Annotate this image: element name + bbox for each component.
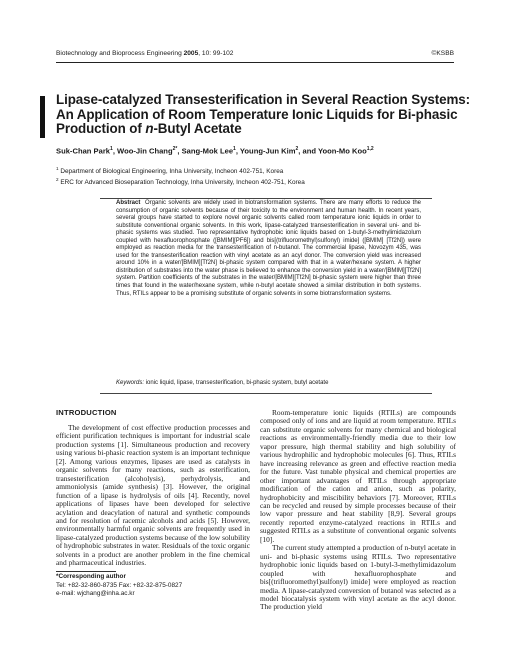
abstract-top-rule xyxy=(100,198,432,199)
corresponding-author-label: *Corresponding author xyxy=(56,573,126,580)
paragraph: The development of cost effective production processes and efficient purification techniques is important for industrial scale production systems [1]. Simultaneous production and recovery using various bi-phasic reaction system is an important technique [2]. Among various enzymes, lipases are used as catalysts in organic solvents for many reactions, such as esterification, transesterification (alcoholysis), perhydrolysis, and ammoniolysis (amide synthesis) [3]. However, the original function of a lipase is hydrolysis of oils [4]. Recently, novel applications of lipases have been developed for selective acylation and deacylation of natural and synthetic compounds and for resolution of racemic alcohols and acids [5]. However, environmentally harmful organic solvents are frequently used in lipase-catalyzed production systems because of the low solubility of hydrophobic substrates in water. Residuals of the toxic organic solvents in a product are another problem in the fine chemical and pharmaceutical industries. xyxy=(56,423,250,568)
abstract xyxy=(116,200,421,298)
author-list: Suk-Chan Park$^1$, Woo-Jin Chang$^{2*}$, Sang-Mok Lee$^1$, Young-Jun Kim$^2$, and Yoon-Mo Koo$^{1,2}$ xyxy=(56,146,374,156)
keywords-label: Keywords: xyxy=(116,380,145,386)
author: Young-Jun Kim xyxy=(239,146,296,156)
header-rule xyxy=(56,62,454,63)
contact-phone-fax: Tel: +82-32-860-8735 Fax: +82-32-875-0827 xyxy=(56,581,183,589)
left-column xyxy=(56,424,250,568)
author: Sang-Mok Lee xyxy=(181,146,234,156)
affiliation: $^1$ Department of Biological Engineering, Inha University, Incheon 402-751, Korea xyxy=(56,166,284,176)
author: Woo-Jin Chang xyxy=(117,146,173,156)
journal-citation: Biotechnology and Bioprocess Engineering 2005, 10: 99-102 xyxy=(56,50,234,57)
section-heading-introduction: INTRODUCTION xyxy=(56,408,117,417)
article-title: Lipase-catalyzed Transesterification in Several Reaction Systems: An Application of Room Temperature Ionic Liquids for Bi-phasic Production of n-Butyl Acetate xyxy=(56,92,470,137)
title-accent-bar xyxy=(40,96,45,138)
abstract-bottom-rule xyxy=(100,393,432,394)
contact-email: e-mail: wjchang@inha.ac.kr xyxy=(56,590,135,598)
author: Suk-Chan Park xyxy=(56,146,111,156)
right-column xyxy=(260,409,456,612)
keywords-text: ionic liquid, lipase, transesterification, bi-phasic system, butyl acetate xyxy=(144,380,329,386)
society-mark: ©KSBB xyxy=(431,50,454,57)
corresponding-author-footnote xyxy=(56,573,256,599)
paragraph: The current study attempted a production of n-butyl acetate in uni- and bi-phasic systems using RTILs. Two representative hydrophobic ionic liquids based on 1-butyl-3-methylimidazolum coupled with hexafluorophosphate and bis[(trifluoromethyl)sulfonyl) imide] were employed as reaction media. A lipase-catalyzed conversion of butanol was selected as a model biocatalysis system with vinyl acetate as the acyl donor. The production yield xyxy=(260,543,456,612)
footnote-rule xyxy=(56,571,116,572)
paragraph: Room-temperature ionic liquids (RTILs) are compounds composed only of ions and are liquid at room temperature. RTILs can substitute organic solvents for many chemical and biological reactions as environmentally-friendly media due to their low vapor pressure, high thermal stability and high solubility of various hydrophilic and hydrophobic molecules [6]. Thus, RTILs have increasing relevance as green and effective reaction media for the future. Vast tunable physical and chemical properties are other important advantages of RTILs through appropriate modification of the cation and anion, such as polarity, hydrophobicity and miscibility behaviors [7]. Moreover, RTILs can be recycled and reused by simple processes because of their low vapor pressure and heat stability [8,9]. Several groups recently reported enzyme-catalyzed reactions in RTILs and suggested RTILs as a substitute of conventional organic solvents [10]. xyxy=(260,408,456,544)
abstract-label: Abstract xyxy=(116,200,141,206)
affiliation: $^2$ ERC for Advanced Bioseparation Technology, Inha University, Incheon 402-751, Korea xyxy=(56,177,305,187)
affiliations xyxy=(56,165,476,188)
keywords xyxy=(116,380,421,386)
author: Yoon-Mo Koo xyxy=(317,146,367,156)
abstract-text: Organic solvents are widely used in biotransformation systems. There are many efforts to reduce the consumption of organic solvents because of their toxicity to the environment and human health. In recent years, several groups have started to explore novel organic solvents called room temperature ionic liquids in order to substitute conventional organic solvents. In this work, lipase-catalyzed transesterification in several uni- and bi-phasic systems was studied. Two representative hydrophobic ionic liquids based on 1-butyl-3-methylimidazolum coupled with hexafluorophosphate ([BMIM][PF6]) and bis[(trifluoromethyl)sulfonyl) imide] ([BMIM] [Tf2N]) were employed as reaction media for the transesterification of n-butanol. The commercial lipase, Novozym 435, was used for the transesterification reaction with vinyl acetate as an acyl donor. The conversion yield was increased around 10% in a water/[BMIM][Tf2N] bi-phasic system compared with that in a water/hexane system. A higher distribution of substrates into the water phase is believed to enhance the conversion yield in a water/[BMIM][Tf2N] system. Partition coefficients of the substrates in the water/[BMIM][Tf2N] bi-phasic system were higher than three times that found in the water/hexane system, while n-butyl acetate showed a similar distribution in both systems. Thus, RTILs appear to be a promising substitute of organic solvents in some biotransformation systems. xyxy=(116,200,421,297)
running-header xyxy=(56,50,454,57)
